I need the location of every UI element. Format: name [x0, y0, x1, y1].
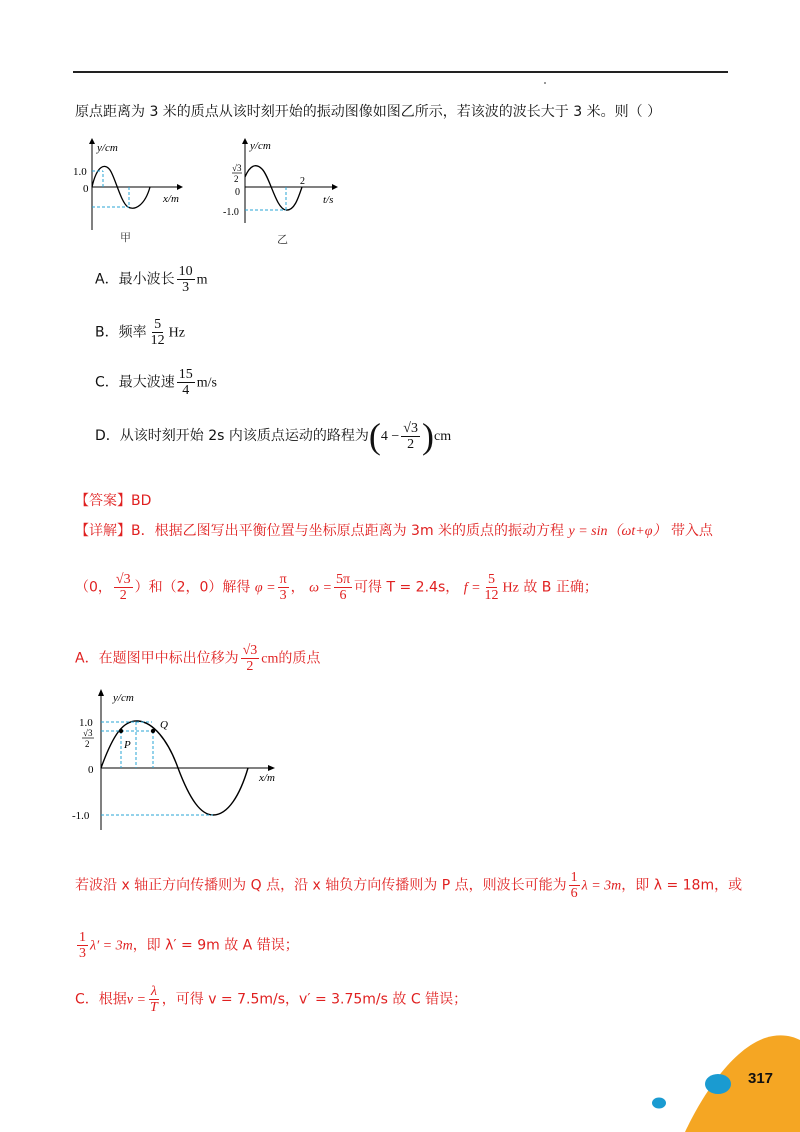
detail-line3 — [75, 643, 320, 674]
figure-yi — [220, 135, 350, 247]
option-c-num: 15 — [178, 367, 193, 382]
detail-b-end: 故 B 正确； — [523, 579, 598, 596]
detail-point1-num: √3 — [115, 572, 131, 587]
point-p — [119, 729, 123, 733]
fig3-neg1: -1.0 — [72, 810, 90, 822]
fig3-y1: 1.0 — [79, 717, 93, 729]
detail-point1-den: 2 — [119, 588, 127, 603]
option-d-label: D．从该时刻开始 2s 内该质点运动的路程为 — [95, 428, 369, 444]
footer-corner-shape — [685, 1035, 800, 1132]
detail-a-num: √3 — [242, 643, 258, 658]
footer-decoration — [640, 1030, 800, 1132]
detail-phi-den: 3 — [279, 588, 287, 603]
fig3-two: 2 — [85, 739, 90, 749]
yi-ylabel: y/cm — [250, 140, 271, 152]
explain-l1-text: 若波沿 x 轴正方向传播则为 Q 点，沿 x 轴负方向传播则为 P 点，则波长可能为 — [75, 877, 567, 894]
fig3-sqrt3: √3 — [83, 728, 93, 738]
point-q — [151, 729, 155, 733]
detail-f-num: 5 — [488, 572, 496, 587]
option-a — [95, 264, 207, 295]
yi-xlabel: t/s — [323, 194, 334, 206]
yi-two: 2 — [234, 174, 239, 184]
detail-sep: ， — [290, 579, 305, 596]
detail-tag: 【详解】 — [75, 523, 131, 539]
fig3-xlabel: x/m — [259, 772, 275, 784]
detail-a-tail: 的质点 — [278, 650, 321, 667]
detail-f-unit: Hz — [502, 580, 519, 596]
option-a-den: 3 — [182, 280, 190, 295]
explain-l2-num: 1 — [79, 930, 86, 945]
answer-tag: 【答案】 — [75, 493, 131, 509]
explain-l3-text: C．根据 — [75, 991, 127, 1008]
explain-l2-tail: ，即 λ′ = 9m 故 A 错误； — [132, 937, 299, 954]
detail-f-den: 12 — [484, 588, 499, 603]
detail-omega-den: 6 — [339, 588, 347, 603]
explain-l1-den: 6 — [570, 886, 578, 901]
option-d-den: 2 — [407, 436, 415, 452]
footer-dot-large — [705, 1074, 731, 1094]
detail-a-unit: cm — [261, 651, 279, 667]
option-b-label: B．频率 — [95, 324, 147, 341]
option-d-num: √3 — [403, 420, 418, 436]
yi-tick2: 2 — [300, 176, 305, 187]
explain-l3-tail: ，可得 v = 7.5m/s，v′ = 3.75m/s 故 C 错误； — [161, 991, 468, 1008]
explain-l2-eq: λ′ = 3m — [90, 938, 133, 954]
question-intro: 原点距离为 3 米的质点从该时刻开始的振动图像如图乙所示，若该波的波长大于 3 米。则（ ） — [75, 104, 662, 120]
option-c-label: C．最大波速 — [95, 374, 175, 391]
page-number: 317 — [748, 1070, 774, 1087]
option-d-lead: 4 − — [380, 429, 400, 444]
explain-l3-den: T — [149, 1000, 158, 1015]
explain-l2-den: 3 — [79, 946, 86, 961]
explain-l1-tail: ，即 λ = 18m，或 — [621, 877, 743, 894]
explain-line2 — [75, 930, 299, 961]
answer-value: BD — [131, 493, 152, 509]
explain-l1-eq: λ = 3m — [581, 878, 622, 894]
jia-origin: 0 — [83, 183, 89, 195]
detail-got: 可得 — [354, 579, 383, 596]
option-d: D．从该时刻开始 2s 内该质点运动的路程为(4 − $\frac{√3}{2}$ )cm — [95, 416, 452, 456]
detail-T: T = 2.4s， — [386, 579, 460, 596]
footer-dot-small — [652, 1098, 666, 1109]
detail-line1 — [75, 520, 713, 540]
detail-eq1: y = sin（ωt+φ） — [568, 524, 667, 539]
detail-line2 — [75, 572, 598, 603]
option-a-unit: m — [196, 272, 208, 288]
explain-line1 — [75, 870, 742, 901]
option-a-num: 10 — [178, 264, 193, 279]
detail-line1b: 带入点 — [670, 523, 713, 539]
yi-origin: 0 — [235, 187, 240, 198]
jia-xlabel: x/m — [163, 193, 179, 205]
yi-sqrt3: √3 — [232, 163, 242, 173]
jia-caption: 甲 — [120, 232, 131, 244]
speck — [544, 82, 546, 84]
option-a-label: A．最小波长 — [95, 271, 175, 288]
detail-point1-open: （0， — [75, 579, 112, 596]
detail-point1-close: ）和（2，0）解得 — [134, 579, 251, 596]
explain-line3 — [75, 984, 467, 1015]
option-d-unit: cm — [433, 429, 452, 444]
option-b — [95, 317, 185, 348]
jia-ylabel: y/cm — [97, 142, 118, 154]
detail-omega-num: 5π — [335, 572, 351, 587]
fig3-origin: 0 — [88, 764, 94, 776]
option-c-unit: m/s — [196, 375, 218, 391]
answer — [75, 490, 151, 510]
wave-yi — [245, 166, 302, 210]
fig3-ylabel: y/cm — [113, 692, 134, 704]
detail-omega-lhs: ω = — [309, 580, 332, 596]
option-b-unit: Hz — [168, 325, 185, 341]
detail-line1-text: B．根据乙图写出平衡位置与坐标原点距离为 3m 米的质点的振动方程 — [131, 523, 565, 539]
fig3-q: Q — [160, 719, 168, 731]
detail-a-den: 2 — [246, 659, 254, 674]
jia-y1: 1.0 — [73, 166, 87, 178]
explain-l3-num: λ — [150, 984, 157, 999]
detail-a-text: A．在题图甲中标出位移为 — [75, 650, 239, 667]
yi-caption: 乙 — [277, 234, 288, 246]
header-rule — [73, 71, 728, 73]
detail-phi-lhs: φ = — [254, 580, 276, 596]
explain-l3-lhs: v = — [126, 992, 146, 1008]
detail-phi-num: π — [279, 572, 287, 587]
figure-p-q — [68, 685, 288, 835]
option-c — [95, 367, 217, 398]
option-b-num: 5 — [154, 317, 162, 332]
yi-neg1: -1.0 — [223, 207, 239, 218]
fig3-p: P — [124, 739, 131, 751]
option-b-den: 12 — [150, 333, 165, 348]
figure-jia — [65, 135, 195, 245]
detail-f-lhs: f = — [463, 580, 481, 596]
explain-l1-num: 1 — [570, 870, 578, 885]
option-c-den: 4 — [182, 383, 190, 398]
